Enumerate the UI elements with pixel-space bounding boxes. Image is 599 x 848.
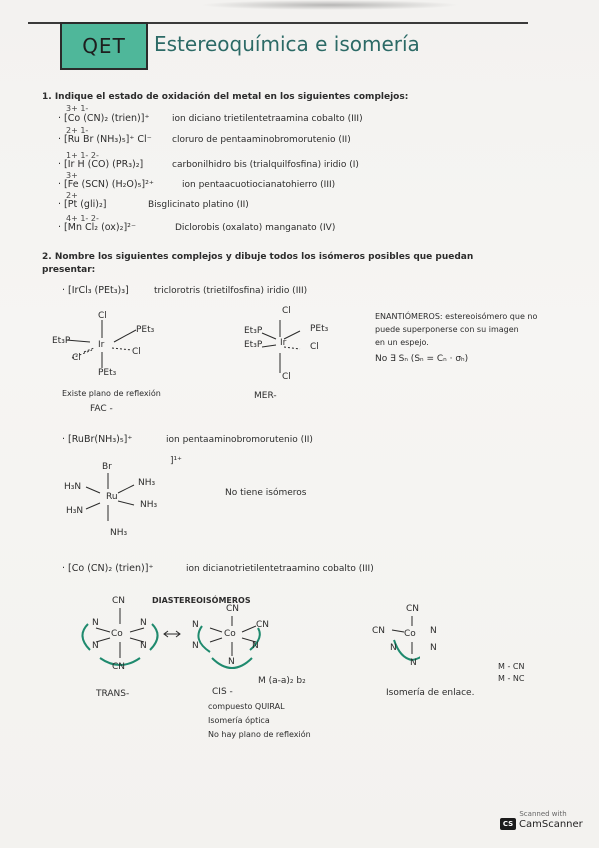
header-tag-text: QET xyxy=(82,34,126,58)
q1-ox-1: 3+ 1- xyxy=(66,104,89,113)
trans-n-2: N xyxy=(140,618,147,628)
diast-label: DIASTEREOISÓMEROS xyxy=(152,596,251,605)
cis-note-3: No hay plano de reflexión xyxy=(208,730,311,739)
q1-ox-4: 3+ xyxy=(66,171,78,180)
ru-charge: ]¹⁺ xyxy=(170,456,182,466)
mer-pet3: PEt₃ xyxy=(310,324,329,334)
trans-n-1: N xyxy=(92,618,99,628)
c1-formula: · [IrCl₃ (PEt₃)₃] xyxy=(62,285,129,296)
cis-n-4: N xyxy=(228,657,235,667)
fac-et3p-left: Et₃P xyxy=(52,336,71,346)
ru-h3n-1: H₃N xyxy=(64,482,82,492)
trans-n-4: N xyxy=(140,641,147,651)
cis-note-2: Isomería óptica xyxy=(208,716,270,725)
link-n-2: N xyxy=(390,643,397,653)
mer-et3p-2: Et₃P xyxy=(244,340,263,350)
ru-br: Br xyxy=(102,462,112,472)
scanner-brand: CamScanner xyxy=(519,818,583,830)
fac-label: FAC - xyxy=(90,404,113,414)
enant-line4: No ∃ Sₙ (Sₙ = Cₙ · σₕ) xyxy=(375,354,469,364)
ru-nh3-1: NH₃ xyxy=(138,478,156,488)
ru-no-isomers: No tiene isómeros xyxy=(225,488,307,498)
scanner-top-text: Scanned with xyxy=(519,810,567,818)
cis-cn-right: CN xyxy=(256,620,270,630)
mer-ir: Ir xyxy=(280,338,287,348)
q1-name-2: cloruro de pentaaminobromorutenio (II) xyxy=(172,135,351,145)
fac-pet3-bottom: PEt₃ xyxy=(98,368,117,378)
enant-line3: en un espejo. xyxy=(375,338,429,347)
fac-cl-top: Cl xyxy=(98,311,107,321)
q1-formula-4: · [Fe (SCN) (H₂O)₅]²⁺ xyxy=(58,179,154,190)
ru-h3n-2: H₃N xyxy=(66,506,84,516)
trans-co: Co xyxy=(111,629,123,639)
q1-formula-5: · [Pt (gli)₂] xyxy=(58,199,107,210)
q2-question-cont: presentar: xyxy=(42,265,96,275)
link-co: Co xyxy=(404,629,416,639)
c3-name: ion dicianotrietilentetraamino cobalto (III) xyxy=(186,564,374,574)
link-n-4: N xyxy=(410,658,417,668)
q1-ox-6: 4+ 1- 2- xyxy=(66,214,99,223)
link-cn-left: CN xyxy=(372,626,386,636)
mer-cl-right: Cl xyxy=(310,342,319,352)
m-nc: M - NC xyxy=(498,674,525,683)
q1-formula-6: · [Mn Cl₂ (ox)₂]²⁻ xyxy=(58,222,136,233)
link-cn-top: CN xyxy=(406,604,420,614)
q1-question: 1. Indique el estado de oxidación del metal en los siguientes complejos: xyxy=(42,92,409,102)
q1-name-6: Diclorobis (oxalato) manganato (IV) xyxy=(175,223,336,233)
q1-ox-5: 2+ xyxy=(66,191,78,200)
scan-smudge xyxy=(200,0,460,10)
fac-pet3-right: PEt₃ xyxy=(136,325,155,335)
scanner-watermark xyxy=(500,810,586,838)
cis-co: Co xyxy=(224,629,236,639)
mer-label: MER- xyxy=(254,391,277,401)
trans-n-3: N xyxy=(92,641,99,651)
fac-note: Existe plano de reflexión xyxy=(62,389,161,398)
ru-nh3-3: NH₃ xyxy=(110,528,128,538)
link-n-3: N xyxy=(430,643,437,653)
enant-line2: puede superponerse con su imagen xyxy=(375,325,519,334)
m-cn: M - CN xyxy=(498,662,525,671)
q1-ox-3: 1+ 1- 2- xyxy=(66,151,99,160)
header-tag xyxy=(60,22,148,70)
q1-ox-2: 2+ 1- xyxy=(66,126,89,135)
trans-cn-bottom: CN xyxy=(112,662,126,672)
trans-label: TRANS- xyxy=(96,689,130,699)
link-n-1: N xyxy=(430,626,437,636)
q1-name-1: ion diciano trietilentetraamina cobalto (III) xyxy=(172,114,363,124)
cis-n-2: N xyxy=(192,641,199,651)
q2-question: 2. Nombre los siguientes complejos y dibuje todos los isómeros posibles que puedan xyxy=(42,252,474,262)
cis-n-1: N xyxy=(192,620,199,630)
cis-note-1: compuesto QUIRAL xyxy=(208,702,285,711)
mer-isomer-drawing xyxy=(240,305,320,395)
fac-cl-left: Cl xyxy=(72,353,81,363)
q1-name-5: Bisglicinato platino (II) xyxy=(148,200,249,210)
q1-formula-3: · [Ir H (CO) (PR₃)₂] xyxy=(58,159,144,170)
c2-name: ion pentaaminobromorutenio (II) xyxy=(166,435,313,445)
q1-formula-2: · [Ru Br (NH₃)₅]⁺ Cl⁻ xyxy=(58,134,152,145)
page-title: Estereoquímica e isomería xyxy=(154,32,420,56)
q1-name-3: carbonilhidro bis (trialquilfosfina) iridio (I) xyxy=(172,160,359,170)
ru-nh3-2: NH₃ xyxy=(140,500,158,510)
cis-n-3: N xyxy=(252,641,259,651)
c3-formula: · [Co (CN)₂ (trien)]⁺ xyxy=(62,563,154,574)
fac-ir: Ir xyxy=(98,340,105,350)
enant-title: ENANTIÓMEROS: estereoisómero que no xyxy=(375,312,538,321)
camscanner-icon: CS xyxy=(500,818,516,830)
linkage-label: Isomería de enlace. xyxy=(386,688,475,698)
c1-name: triclorotris (trietilfosfina) iridio (III) xyxy=(154,286,308,296)
q1-name-4: ion pentaacuotiocianatohierro (III) xyxy=(182,180,336,190)
c2-formula: · [RuBr(NH₃)₅]⁺ xyxy=(62,434,133,445)
cis-type: M (a-a)₂ b₂ xyxy=(258,676,306,686)
mer-et3p-1: Et₃P xyxy=(244,326,263,336)
co-isomers-drawing xyxy=(60,598,420,688)
cis-label: CIS - xyxy=(212,687,233,697)
trans-cn-top: CN xyxy=(112,596,126,606)
fac-cl-right: Cl xyxy=(132,347,141,357)
mer-cl-bottom: Cl xyxy=(282,372,291,382)
ru-metal: Ru xyxy=(106,492,118,502)
mer-cl-top: Cl xyxy=(282,306,291,316)
cis-cn-top: CN xyxy=(226,604,240,614)
q1-formula-1: · [Co (CN)₂ (trien)]⁺ xyxy=(58,113,150,124)
